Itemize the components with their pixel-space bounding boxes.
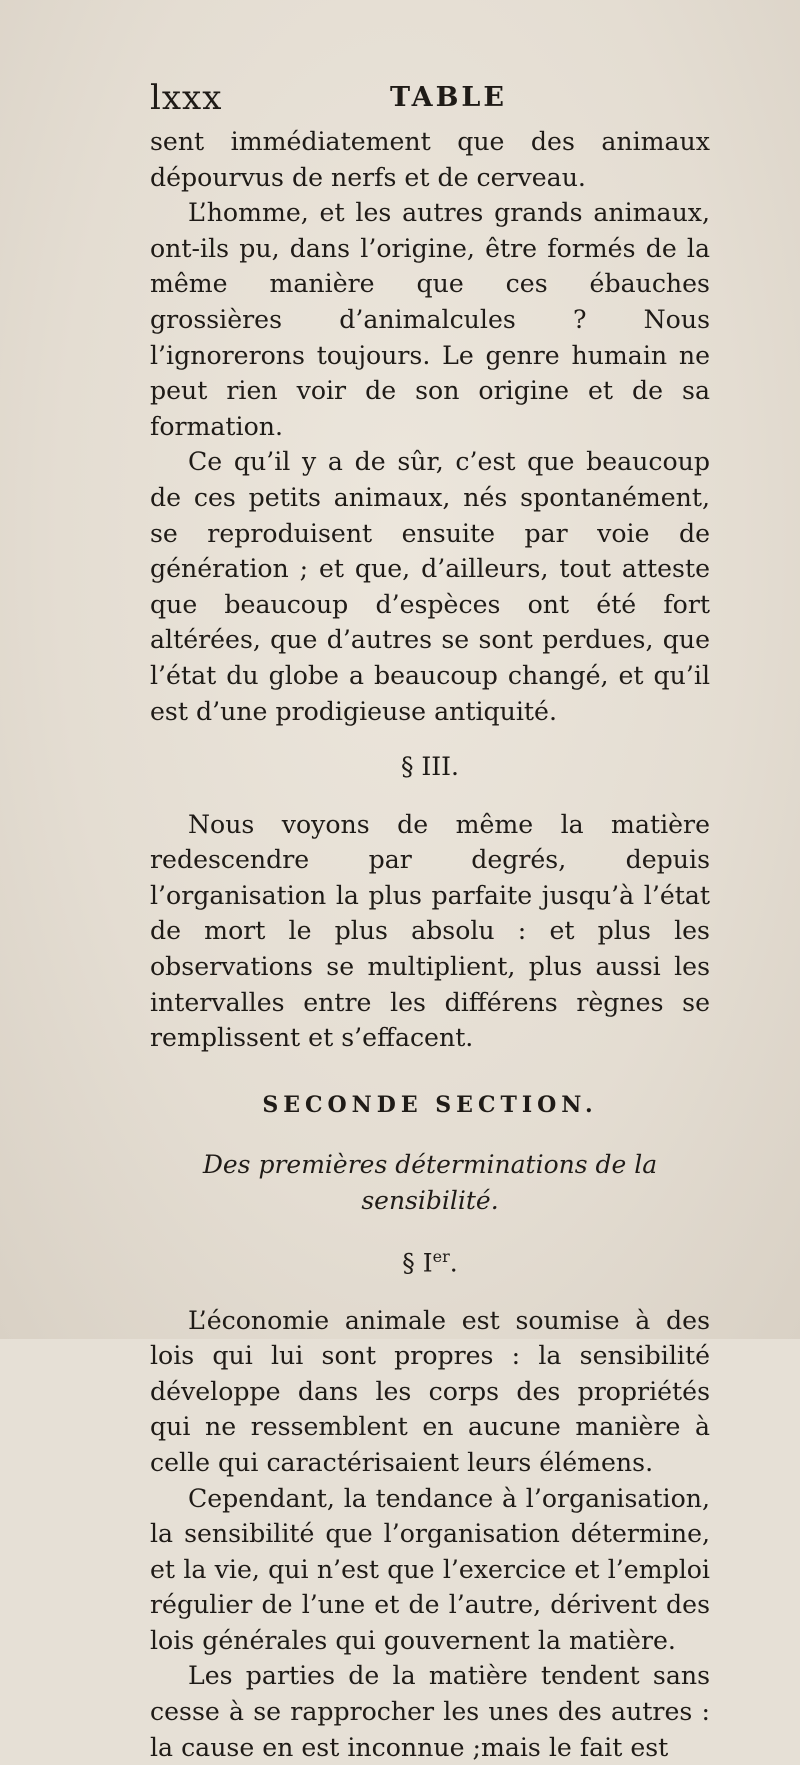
paragraph: Les parties de la matière tendent sans cesse à se rapprocher les unes des autres : la cause en est inconnue ;mais le fait est xyxy=(150,1661,710,1762)
section-mark-i-sup: er xyxy=(432,1246,450,1266)
section-mark-iii: § III. xyxy=(400,752,460,782)
paragraph: Nous voyons de même la matière redescendre par degrés, depuis l’organisation la plus parfaite jusqu’à l’état de mort le plus absolu : et plus les observations se multiplient, plus aussi les intervalles entre les différens règnes se remplissent et s’effacent. xyxy=(150,809,710,1053)
paragraph: L’économie animale est soumise à des lois qui lui sont propres : la sensibilité développe dans les corps des propriétés qui ne ressemblent en aucune manière à celle qui caractérisaient leurs élémens. xyxy=(150,1305,710,1477)
section-mark-i-symbol: § I xyxy=(402,1247,433,1277)
page-body xyxy=(150,124,710,1765)
section-subtitle: Des premières déterminations de la sensibilité. xyxy=(202,1150,658,1216)
section-title: SECONDE SECTION. xyxy=(262,1091,598,1118)
page-header xyxy=(150,78,710,118)
page-number: lxxx xyxy=(150,78,223,118)
section-mark-i-dot: . xyxy=(449,1247,458,1277)
paragraph: Cependant, la tendance à l’organisation, la sensibilité que l’organisation détermine, et la vie, qui n’est que l’exercice et l’emploi régulier de l’une et de l’autre, dérivent des lois générales qui gouvernent la matière. xyxy=(150,1483,710,1655)
paragraph: Ce qu’il y a de sûr, c’est que beaucoup de ces petits animaux, nés spontanément, se reproduisent ensuite par voie de génération ; et que, d’ailleurs, tout atteste que beaucoup d’espèces ont été fort altérées, que d’autres se sont perdues, que l’état du globe a beaucoup changé, et qu’il est d’une prodigieuse antiquité. xyxy=(150,447,710,726)
running-title: TABLE xyxy=(390,82,507,113)
paragraph-continuation: sent immédiatement que des animaux dépourvus de nerfs et de cerveau. xyxy=(150,127,710,192)
section-mark-i xyxy=(150,1239,710,1281)
paragraph: L’homme, et les autres grands animaux, ont-ils pu, dans l’origine, être formés de la même manière que ces ébauches grossières d’animalcules ? Nous l’ignorerons toujours. Le genre humain ne peut rien voir de son origine et de sa formation. xyxy=(150,198,710,441)
